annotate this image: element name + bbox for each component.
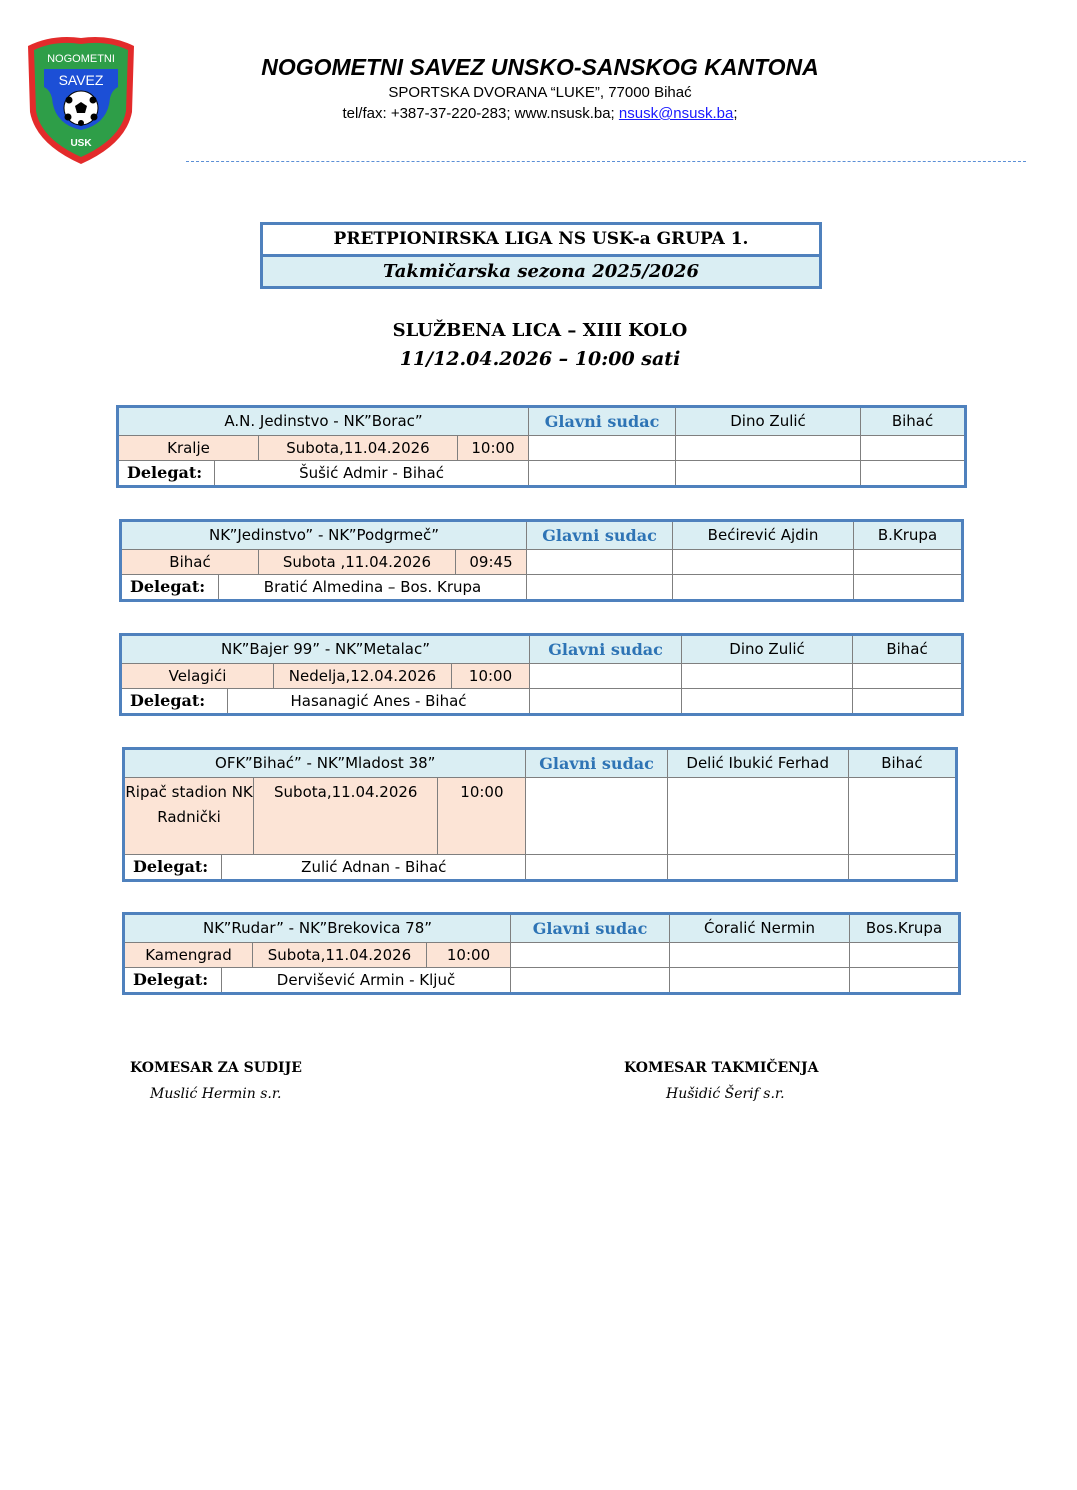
match-venue: Kralje bbox=[118, 436, 259, 461]
signature-title: KOMESAR TAKMIČENJA bbox=[624, 1060, 819, 1076]
delegate-name: Bratić Almedina – Bos. Krupa bbox=[219, 575, 527, 601]
contact-suffix: ; bbox=[733, 105, 738, 122]
empty-cell bbox=[676, 436, 861, 461]
match-venue: Bihać bbox=[121, 550, 259, 575]
league-season: Takmičarska sezona 2025/2026 bbox=[263, 257, 819, 286]
match-teams: NK”Rudar” - NK”Brekovica 78” bbox=[124, 914, 511, 943]
role-label: Glavni sudac bbox=[527, 521, 673, 550]
logo-top-text: NOGOMETNI bbox=[47, 53, 115, 65]
match-date: Nedelja,12.04.2026 bbox=[274, 664, 452, 689]
signature-name: Muslić Hermin s.r. bbox=[150, 1086, 282, 1102]
match-venue: Velagići bbox=[121, 664, 274, 689]
empty-cell bbox=[530, 689, 682, 715]
match-table bbox=[119, 633, 964, 716]
delegate-name: Zulić Adnan - Bihać bbox=[222, 855, 526, 881]
empty-cell bbox=[854, 550, 963, 575]
empty-cell bbox=[854, 575, 963, 601]
empty-cell bbox=[670, 968, 850, 994]
referee-name: Dino Zulić bbox=[682, 635, 853, 664]
referee-city: Bos.Krupa bbox=[850, 914, 960, 943]
empty-cell bbox=[529, 461, 676, 487]
match-time: 10:00 bbox=[458, 436, 529, 461]
empty-cell bbox=[682, 689, 853, 715]
empty-cell bbox=[526, 778, 667, 855]
empty-cell bbox=[667, 778, 848, 855]
empty-cell bbox=[530, 664, 682, 689]
match-time: 09:45 bbox=[456, 550, 527, 575]
match-venue: Kamengrad bbox=[124, 943, 253, 968]
referee-name: Ćoralić Nermin bbox=[670, 914, 850, 943]
empty-cell bbox=[529, 436, 676, 461]
empty-cell bbox=[850, 943, 960, 968]
empty-cell bbox=[667, 855, 848, 881]
match-date: Subota,11.04.2026 bbox=[253, 943, 427, 968]
referee-city: Bihać bbox=[853, 635, 963, 664]
empty-cell bbox=[861, 461, 966, 487]
match-teams: NK”Bajer 99” - NK”Metalac” bbox=[121, 635, 530, 664]
email-link[interactable]: nsusk@nsusk.ba bbox=[618, 105, 734, 122]
referee-city: B.Krupa bbox=[854, 521, 963, 550]
empty-cell bbox=[682, 664, 853, 689]
signature-name: Hušidić Šerif s.r. bbox=[666, 1086, 785, 1102]
referee-name: Dino Zulić bbox=[676, 407, 861, 436]
empty-cell bbox=[676, 461, 861, 487]
delegate-label: Delegat: bbox=[121, 689, 228, 715]
organization-contact bbox=[200, 105, 880, 122]
role-label: Glavni sudac bbox=[529, 407, 676, 436]
empty-cell bbox=[526, 855, 667, 881]
match-teams: A.N. Jedinstvo - NK”Borac” bbox=[118, 407, 529, 436]
league-name: PRETPIONIRSKA LIGA NS USK-a GRUPA 1. bbox=[263, 225, 819, 257]
empty-cell bbox=[511, 968, 670, 994]
referees-commissioner-signature bbox=[130, 1060, 302, 1102]
referee-city: Bihać bbox=[861, 407, 966, 436]
match-time: 10:00 bbox=[438, 778, 526, 855]
delegate-name: Dervišević Armin - Ključ bbox=[222, 968, 511, 994]
empty-cell bbox=[527, 575, 673, 601]
delegate-name: Šušić Admir - Bihać bbox=[215, 461, 529, 487]
match-time: 10:00 bbox=[452, 664, 530, 689]
match-time: 10:00 bbox=[427, 943, 511, 968]
logo-middle-text: SAVEZ bbox=[58, 72, 104, 88]
referee-name: Bećirević Ajdin bbox=[673, 521, 854, 550]
match-table bbox=[119, 519, 964, 602]
empty-cell bbox=[853, 664, 963, 689]
match-table bbox=[116, 405, 967, 488]
empty-cell bbox=[848, 855, 956, 881]
contact-phone-web: tel/fax: +387-37-220-283; www.nsusk.ba; bbox=[342, 105, 619, 122]
organization-title: NOGOMETNI SAVEZ UNSKO-SANSKOG KANTONA bbox=[261, 54, 819, 80]
league-box bbox=[260, 222, 822, 289]
referee-name: Delić Ibukić Ferhad bbox=[667, 749, 848, 778]
delegate-label: Delegat: bbox=[124, 855, 222, 881]
match-date: Subota ,11.04.2026 bbox=[259, 550, 456, 575]
empty-cell bbox=[850, 968, 960, 994]
role-label: Glavni sudac bbox=[511, 914, 670, 943]
header-divider bbox=[186, 161, 1026, 162]
match-table bbox=[122, 912, 961, 995]
referee-city: Bihać bbox=[848, 749, 956, 778]
match-date: Subota,11.04.2026 bbox=[259, 436, 458, 461]
match-venue: Ripač stadion NK Radnički bbox=[124, 778, 254, 855]
logo-bottom-text: USK bbox=[70, 138, 92, 149]
round-date: 11/12.04.2026 – 10:00 sati bbox=[399, 348, 681, 370]
usk-football-association-crest-icon bbox=[22, 32, 140, 166]
role-label: Glavni sudac bbox=[530, 635, 682, 664]
empty-cell bbox=[861, 436, 966, 461]
delegate-label: Delegat: bbox=[124, 968, 222, 994]
empty-cell bbox=[527, 550, 673, 575]
empty-cell bbox=[673, 575, 854, 601]
empty-cell bbox=[848, 778, 956, 855]
match-date: Subota,11.04.2026 bbox=[254, 778, 438, 855]
match-teams: OFK”Bihać” - NK”Mladost 38” bbox=[124, 749, 526, 778]
role-label: Glavni sudac bbox=[526, 749, 667, 778]
empty-cell bbox=[511, 943, 670, 968]
delegate-name: Hasanagić Anes - Bihać bbox=[228, 689, 530, 715]
organization-address: SPORTSKA DVORANA “LUKE”, 77000 Bihać bbox=[388, 84, 692, 101]
empty-cell bbox=[670, 943, 850, 968]
round-title: SLUŽBENA LICA – XIII KOLO bbox=[392, 320, 688, 341]
competition-commissioner-signature bbox=[624, 1060, 818, 1102]
empty-cell bbox=[673, 550, 854, 575]
delegate-label: Delegat: bbox=[121, 575, 219, 601]
match-table bbox=[122, 747, 958, 882]
signature-title: KOMESAR ZA SUDIJE bbox=[130, 1060, 302, 1076]
match-teams: NK”Jedinstvo” - NK”Podgrmeč” bbox=[121, 521, 527, 550]
delegate-label: Delegat: bbox=[118, 461, 215, 487]
empty-cell bbox=[853, 689, 963, 715]
